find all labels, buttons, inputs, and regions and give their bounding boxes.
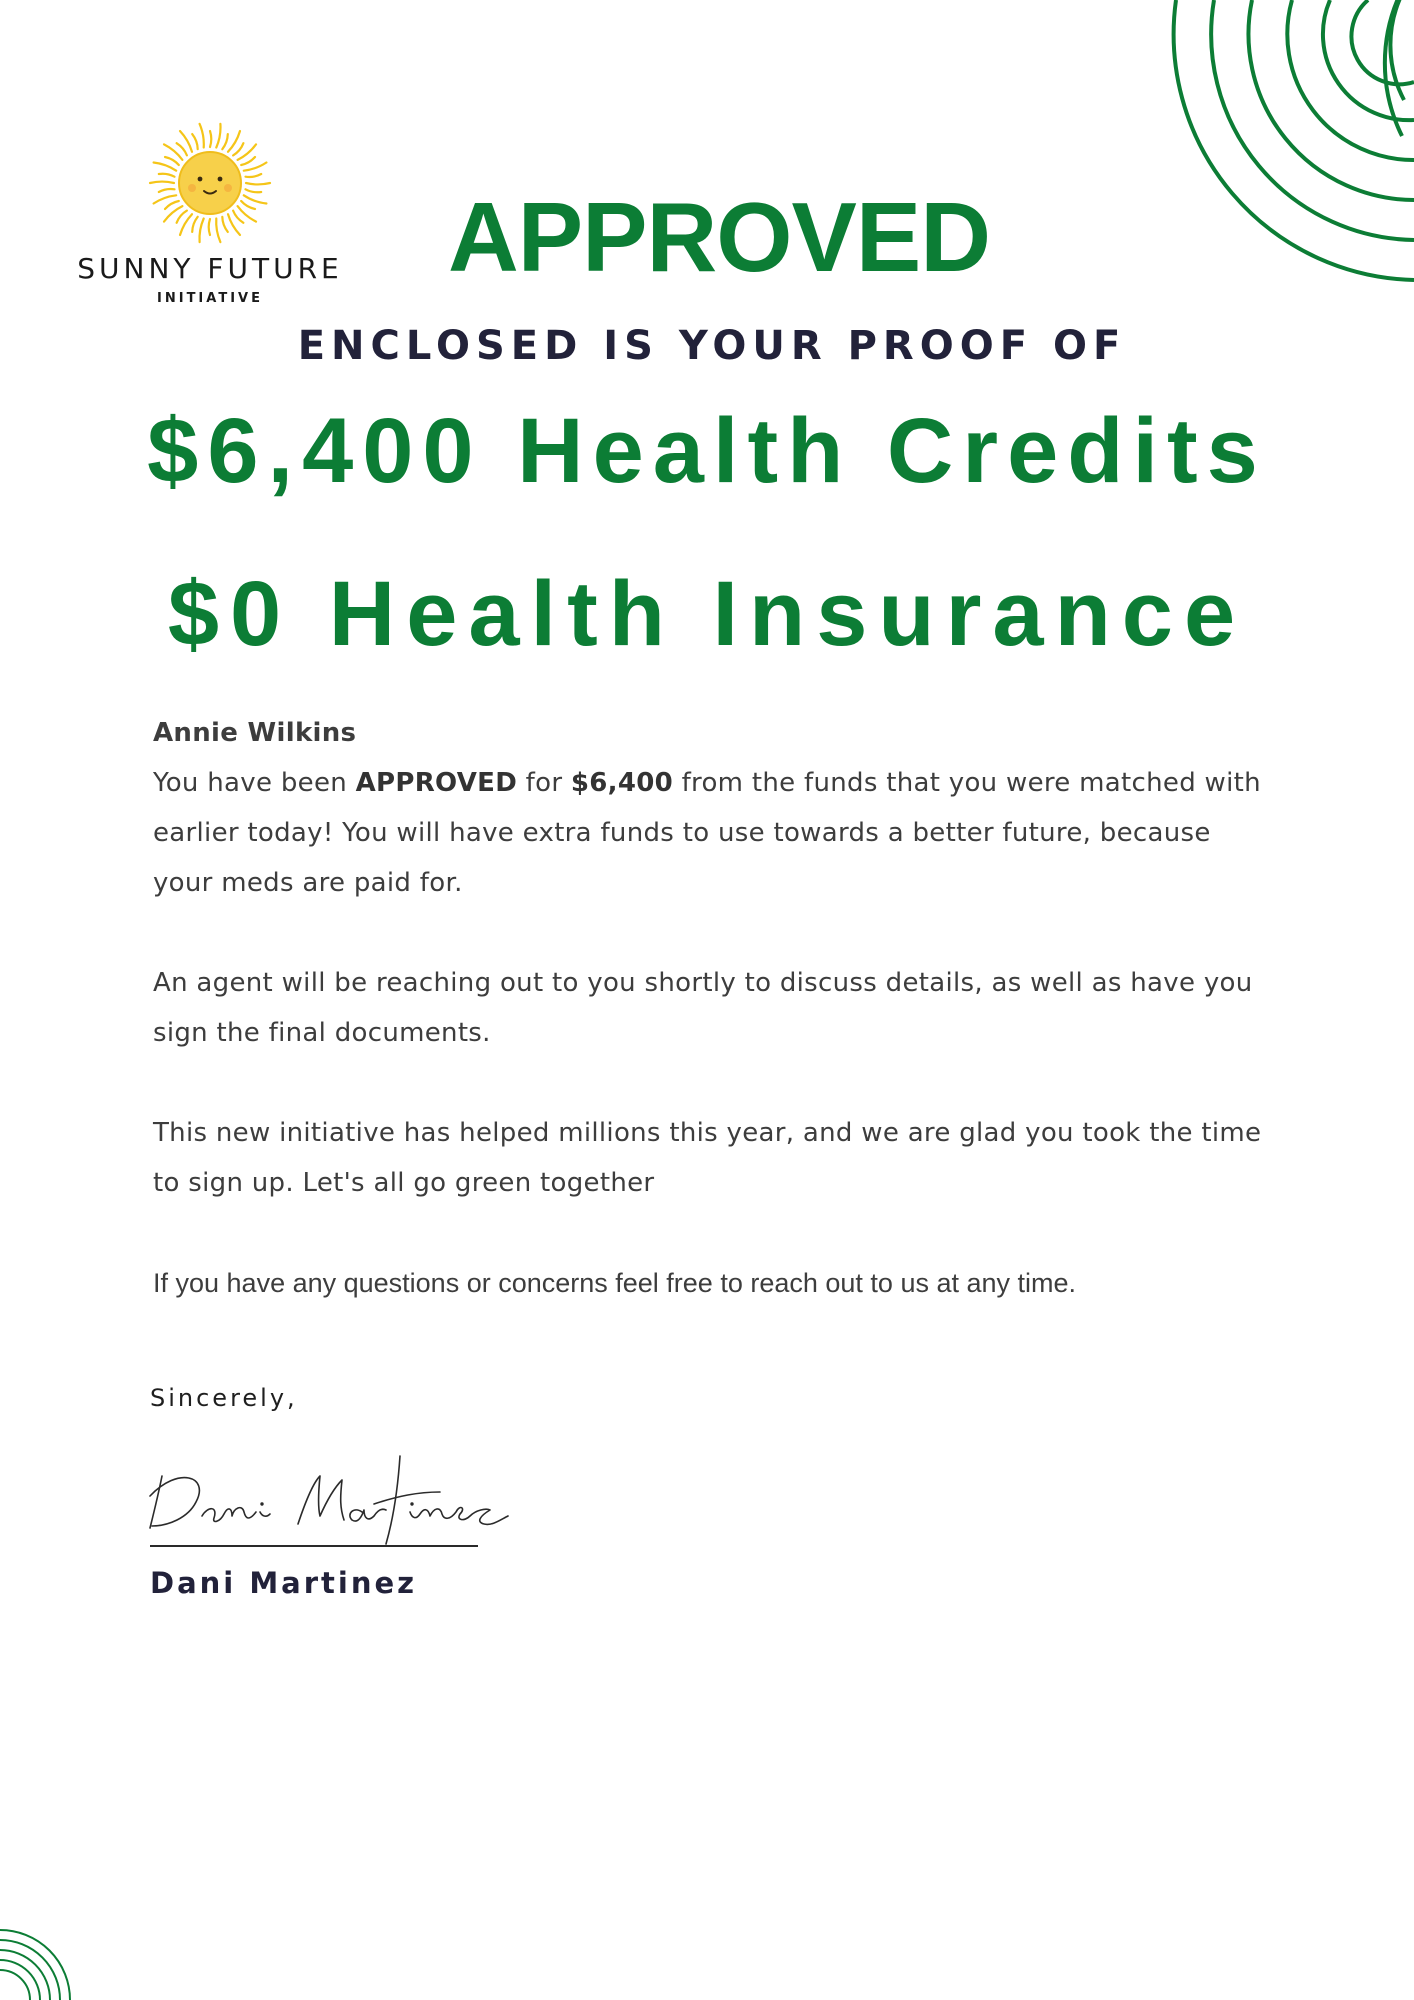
sun-ray [210, 131, 211, 147]
sun-ray [180, 214, 192, 235]
proof-intro: ENCLOSED IS YOUR PROOF OF [297, 323, 1127, 369]
initiative-paragraph: This new initiative has helped millions this year, and we are glad you took the time to sign up. Let's all go green together [153, 1118, 1262, 1198]
sun-ray [165, 157, 179, 165]
sun-ray [192, 134, 198, 149]
brand-name: SUNNY FUTURE [77, 252, 343, 285]
sun-ray [165, 201, 179, 209]
sun-ray [216, 124, 220, 148]
sun-ray [241, 157, 255, 165]
sun-ray [150, 182, 174, 183]
recipient-name: Annie Wilkins [153, 718, 357, 748]
sun-ray [241, 201, 255, 209]
sun-ray [222, 134, 228, 149]
sun-ray [244, 195, 267, 203]
approved-emphasis: APPROVED [355, 768, 518, 798]
sun-ray [200, 124, 204, 148]
sun-ray [228, 131, 240, 152]
smiling-sun-icon [145, 118, 275, 248]
questions-paragraph: If you have any questions or concerns feel free to reach out to us at any time. [153, 1268, 1077, 1298]
sun-ray [222, 217, 228, 232]
sun-ray [246, 183, 270, 184]
approval-text-start: You have been [153, 768, 356, 798]
amount-emphasis: $6,400 [570, 768, 674, 798]
brand-subtitle: INITIATIVE [157, 291, 263, 306]
sun-ray [199, 219, 203, 243]
sun-ray [159, 174, 175, 177]
health-insurance-headline: $0 Health Insurance [167, 563, 1247, 665]
sun-ray [209, 219, 210, 235]
salutation: Sincerely, [150, 1384, 298, 1412]
approval-text-mid: for [517, 768, 571, 798]
handwritten-signature [148, 1446, 518, 1546]
sun-ray [246, 189, 262, 192]
approval-text-end: from the funds that you were matched with earlier today! You will have extra funds to use towards a better future, because your meds are paid for. [153, 768, 1261, 898]
approval-paragraph [153, 758, 1273, 908]
sun-ray [192, 217, 198, 232]
sun-ray [154, 163, 177, 171]
sun-ray [216, 219, 220, 243]
sun-ray [246, 174, 262, 177]
letter-body [153, 708, 1273, 1358]
brand-logo [60, 118, 360, 306]
health-credits-headline: $6,400 Health Credits [147, 400, 1267, 502]
decorative-arcs-bottom [0, 1920, 90, 2000]
decorative-arcs-top [1114, 0, 1414, 300]
sun-ray [159, 189, 175, 192]
approved-heading: APPROVED [448, 182, 991, 292]
agent-paragraph: An agent will be reaching out to you shortly to discuss details, as well as have you sign the final documents. [153, 968, 1253, 1048]
signer-name: Dani Martinez [150, 1566, 418, 1600]
signature-line [150, 1545, 478, 1547]
